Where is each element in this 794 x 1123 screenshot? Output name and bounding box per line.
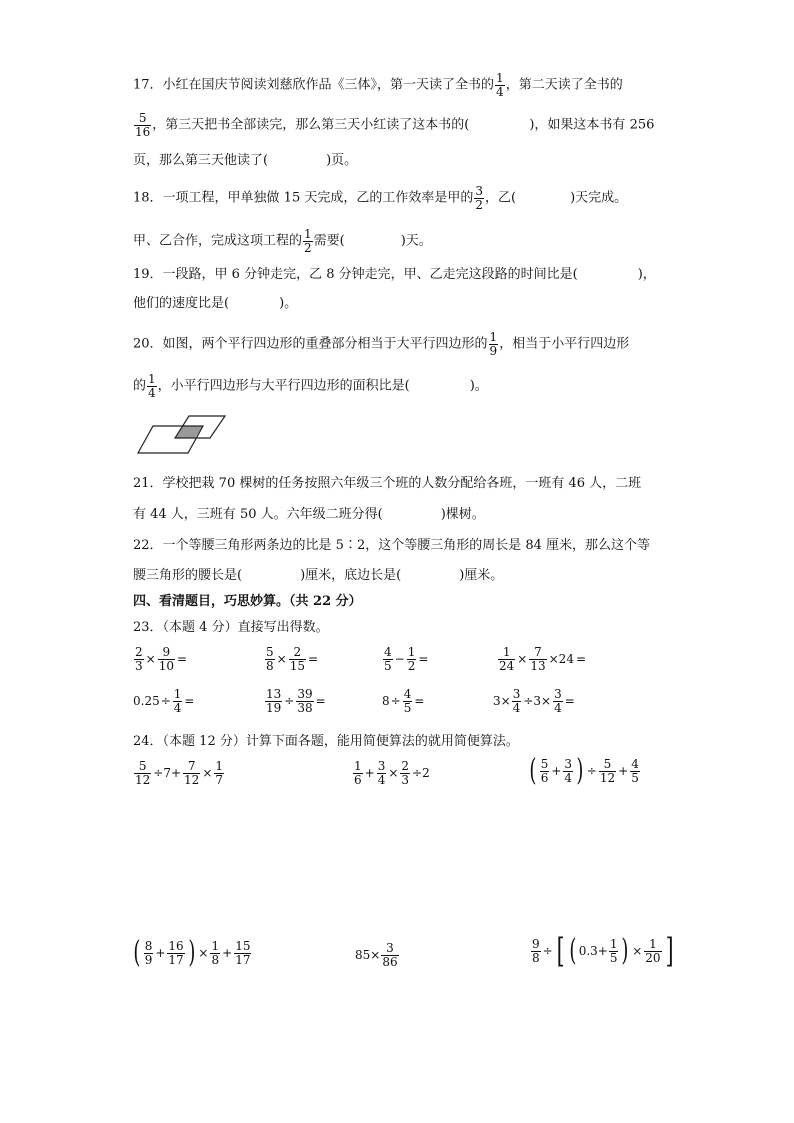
fraction: $\frac{15}{17}$: [235, 938, 251, 967]
q17-line1: 17．小红在国庆节阅读刘慈欣作品《三体》，第一天读了全书的 $\frac{1}{4}$ ，第二天读了全书的: [133, 71, 623, 99]
fraction: $\frac{1}{20}$: [645, 936, 661, 965]
fraction: $\frac{3}{4}$: [554, 687, 562, 715]
q23-expr-5: 0.25 ÷ $\frac{1}{4}$ =: [133, 687, 195, 715]
q20-line1: 20．如图，两个平行四边形的重叠部分相当于大平行四边形的 $\frac{1}{9}$ ，相当于小平行四边形: [133, 330, 630, 358]
fraction: $\frac{3}{4}$: [512, 687, 521, 715]
q23-expr-2: $\frac{5}{8}$ × $\frac{2}{15}$ =: [266, 645, 319, 673]
q23-expr-6: $\frac{13}{19}$ ÷ $\frac{39}{38}$ =: [266, 687, 326, 715]
q18-line2: 甲、乙合作，完成这项工程的 $\frac{1}{2}$ 需要( )天。: [133, 227, 432, 255]
section-heading: 四、看清题目，巧思妙算。（共 22 分）: [133, 594, 362, 609]
fraction: $\frac{2}{3}$: [135, 645, 143, 673]
fraction: $\frac{1}{24}$: [499, 645, 515, 673]
fraction: $\frac{1}{7}$: [215, 759, 224, 787]
fraction: $\frac{2}{3}$: [401, 759, 410, 787]
q21-line1: 21．学校把栽 70 棵树的任务按照六年级三个班的人数分配给各班，一班有 46 人，二班: [133, 476, 642, 491]
q24-problem-6: $\frac{9}{8}$ ÷ [ ( 0.3+ $\frac{1}{5}$ ) × $\frac{1}{20}$ ]: [532, 931, 674, 971]
fraction: $\frac{1}{5}$: [609, 936, 618, 965]
fraction: $\frac{3}{2}$: [475, 184, 483, 212]
q24-title: 24．（本题 12 分）计算下面各题，能用简便算法的就用简便算法。: [133, 734, 519, 749]
q20-line2: 的 $\frac{1}{4}$ ，小平行四边形与大平行四边形的面积比是( )。: [133, 372, 488, 400]
q19-line1: 19．一段路，甲 6 分钟走完，乙 8 分钟走完，甲、乙走完这段路的时间比是( )，: [133, 267, 656, 282]
fraction: $\frac{5}{12}$: [135, 759, 151, 787]
q24-problem-5: 85× $\frac{3}{86}$: [355, 941, 398, 969]
q24-problem-2: $\frac{1}{6}$ + $\frac{3}{4}$ × $\frac{2}{3}$ ÷2: [354, 759, 430, 787]
parallelogram-figure: [135, 413, 230, 458]
q17-line2: $\frac{5}{16}$ ，第三天把书全部读完，那么第三天小红读了这本书的( )，如果这本书有 256: [135, 111, 655, 139]
fraction: $\frac{5}{6}$: [540, 756, 549, 785]
fraction: $\frac{13}{19}$: [266, 687, 282, 715]
fraction: $\frac{1}{4}$: [496, 71, 504, 99]
fraction: $\frac{2}{15}$: [289, 645, 305, 673]
q24-problem-4: ( $\frac{8}{9}$ + $\frac{16}{17}$ ) × $\frac{1}{8}$ + $\frac{15}{17}$: [133, 935, 251, 970]
q23-title: 23．（本题 4 分）直接写出得数。: [133, 620, 329, 635]
fraction: $\frac{39}{38}$: [297, 687, 313, 715]
fraction: $\frac{1}{4}$: [173, 687, 182, 715]
fraction: $\frac{3}{4}$: [564, 756, 573, 785]
fraction: $\frac{7}{13}$: [530, 645, 546, 673]
fraction: $\frac{16}{17}$: [168, 938, 184, 967]
q17-line3: 页，那么第三天他读了( )页。: [133, 153, 358, 168]
q19-line2: 他们的速度比是( )。: [133, 296, 298, 311]
fraction: $\frac{9}{8}$: [532, 936, 540, 965]
fraction: $\frac{1}{6}$: [354, 759, 362, 787]
q24-problem-1: $\frac{5}{12}$ ÷7+ $\frac{7}{12}$ × $\frac{1}{7}$: [135, 759, 224, 787]
fraction: $\frac{4}{5}$: [384, 645, 392, 673]
q21-line2: 有 44 人，三班有 50 人。六年级二班分得( )棵树。: [133, 507, 485, 522]
q23-expr-4: $\frac{1}{24}$ × $\frac{7}{13}$ ×24 =: [499, 645, 587, 673]
q23-expr-1: $\frac{2}{3}$ × $\frac{9}{10}$ =: [135, 645, 188, 673]
q23-expr-8: 3× $\frac{3}{4}$ ÷3× $\frac{3}{4}$ =: [493, 687, 575, 715]
fraction: $\frac{1}{2}$: [407, 645, 416, 673]
fraction: $\frac{5}{8}$: [266, 645, 274, 673]
q22-line2: 腰三角形的腰长是( )厘米，底边长是( )厘米。: [133, 568, 504, 583]
fraction: $\frac{3}{4}$: [377, 759, 386, 787]
fraction: $\frac{4}{5}$: [631, 756, 639, 785]
fraction: $\frac{3}{86}$: [382, 941, 398, 969]
fraction: $\frac{5}{12}$: [599, 756, 616, 785]
fraction: $\frac{9}{10}$: [158, 645, 174, 673]
fraction: $\frac{1}{9}$: [489, 330, 498, 358]
fraction: $\frac{1}{4}$: [148, 372, 156, 400]
q24-problem-3: ( $\frac{5}{6}$ + $\frac{3}{4}$ ) ÷ $\frac{5}{12}$ + $\frac{4}{5}$: [529, 753, 639, 788]
fraction: $\frac{4}{5}$: [403, 687, 412, 715]
q18-line1: 18．一项工程，甲单独做 15 天完成，乙的工作效率是甲的 $\frac{3}{2}$ ，乙( )天完成。: [133, 184, 628, 212]
fraction: $\frac{1}{2}$: [304, 227, 312, 255]
fraction: $\frac{8}{9}$: [144, 938, 153, 967]
q23-expr-7: 8 ÷ $\frac{4}{5}$ =: [382, 687, 425, 715]
fraction: $\frac{7}{12}$: [184, 759, 200, 787]
fraction: $\frac{1}{8}$: [211, 938, 220, 967]
q23-expr-3: $\frac{4}{5}$ − $\frac{1}{2}$ =: [384, 645, 429, 673]
fraction: $\frac{5}{16}$: [135, 111, 151, 139]
q22-line1: 22．一个等腰三角形两条边的比是 5∶2，这个等腰三角形的周长是 84 厘米，那么这个等: [133, 538, 651, 553]
